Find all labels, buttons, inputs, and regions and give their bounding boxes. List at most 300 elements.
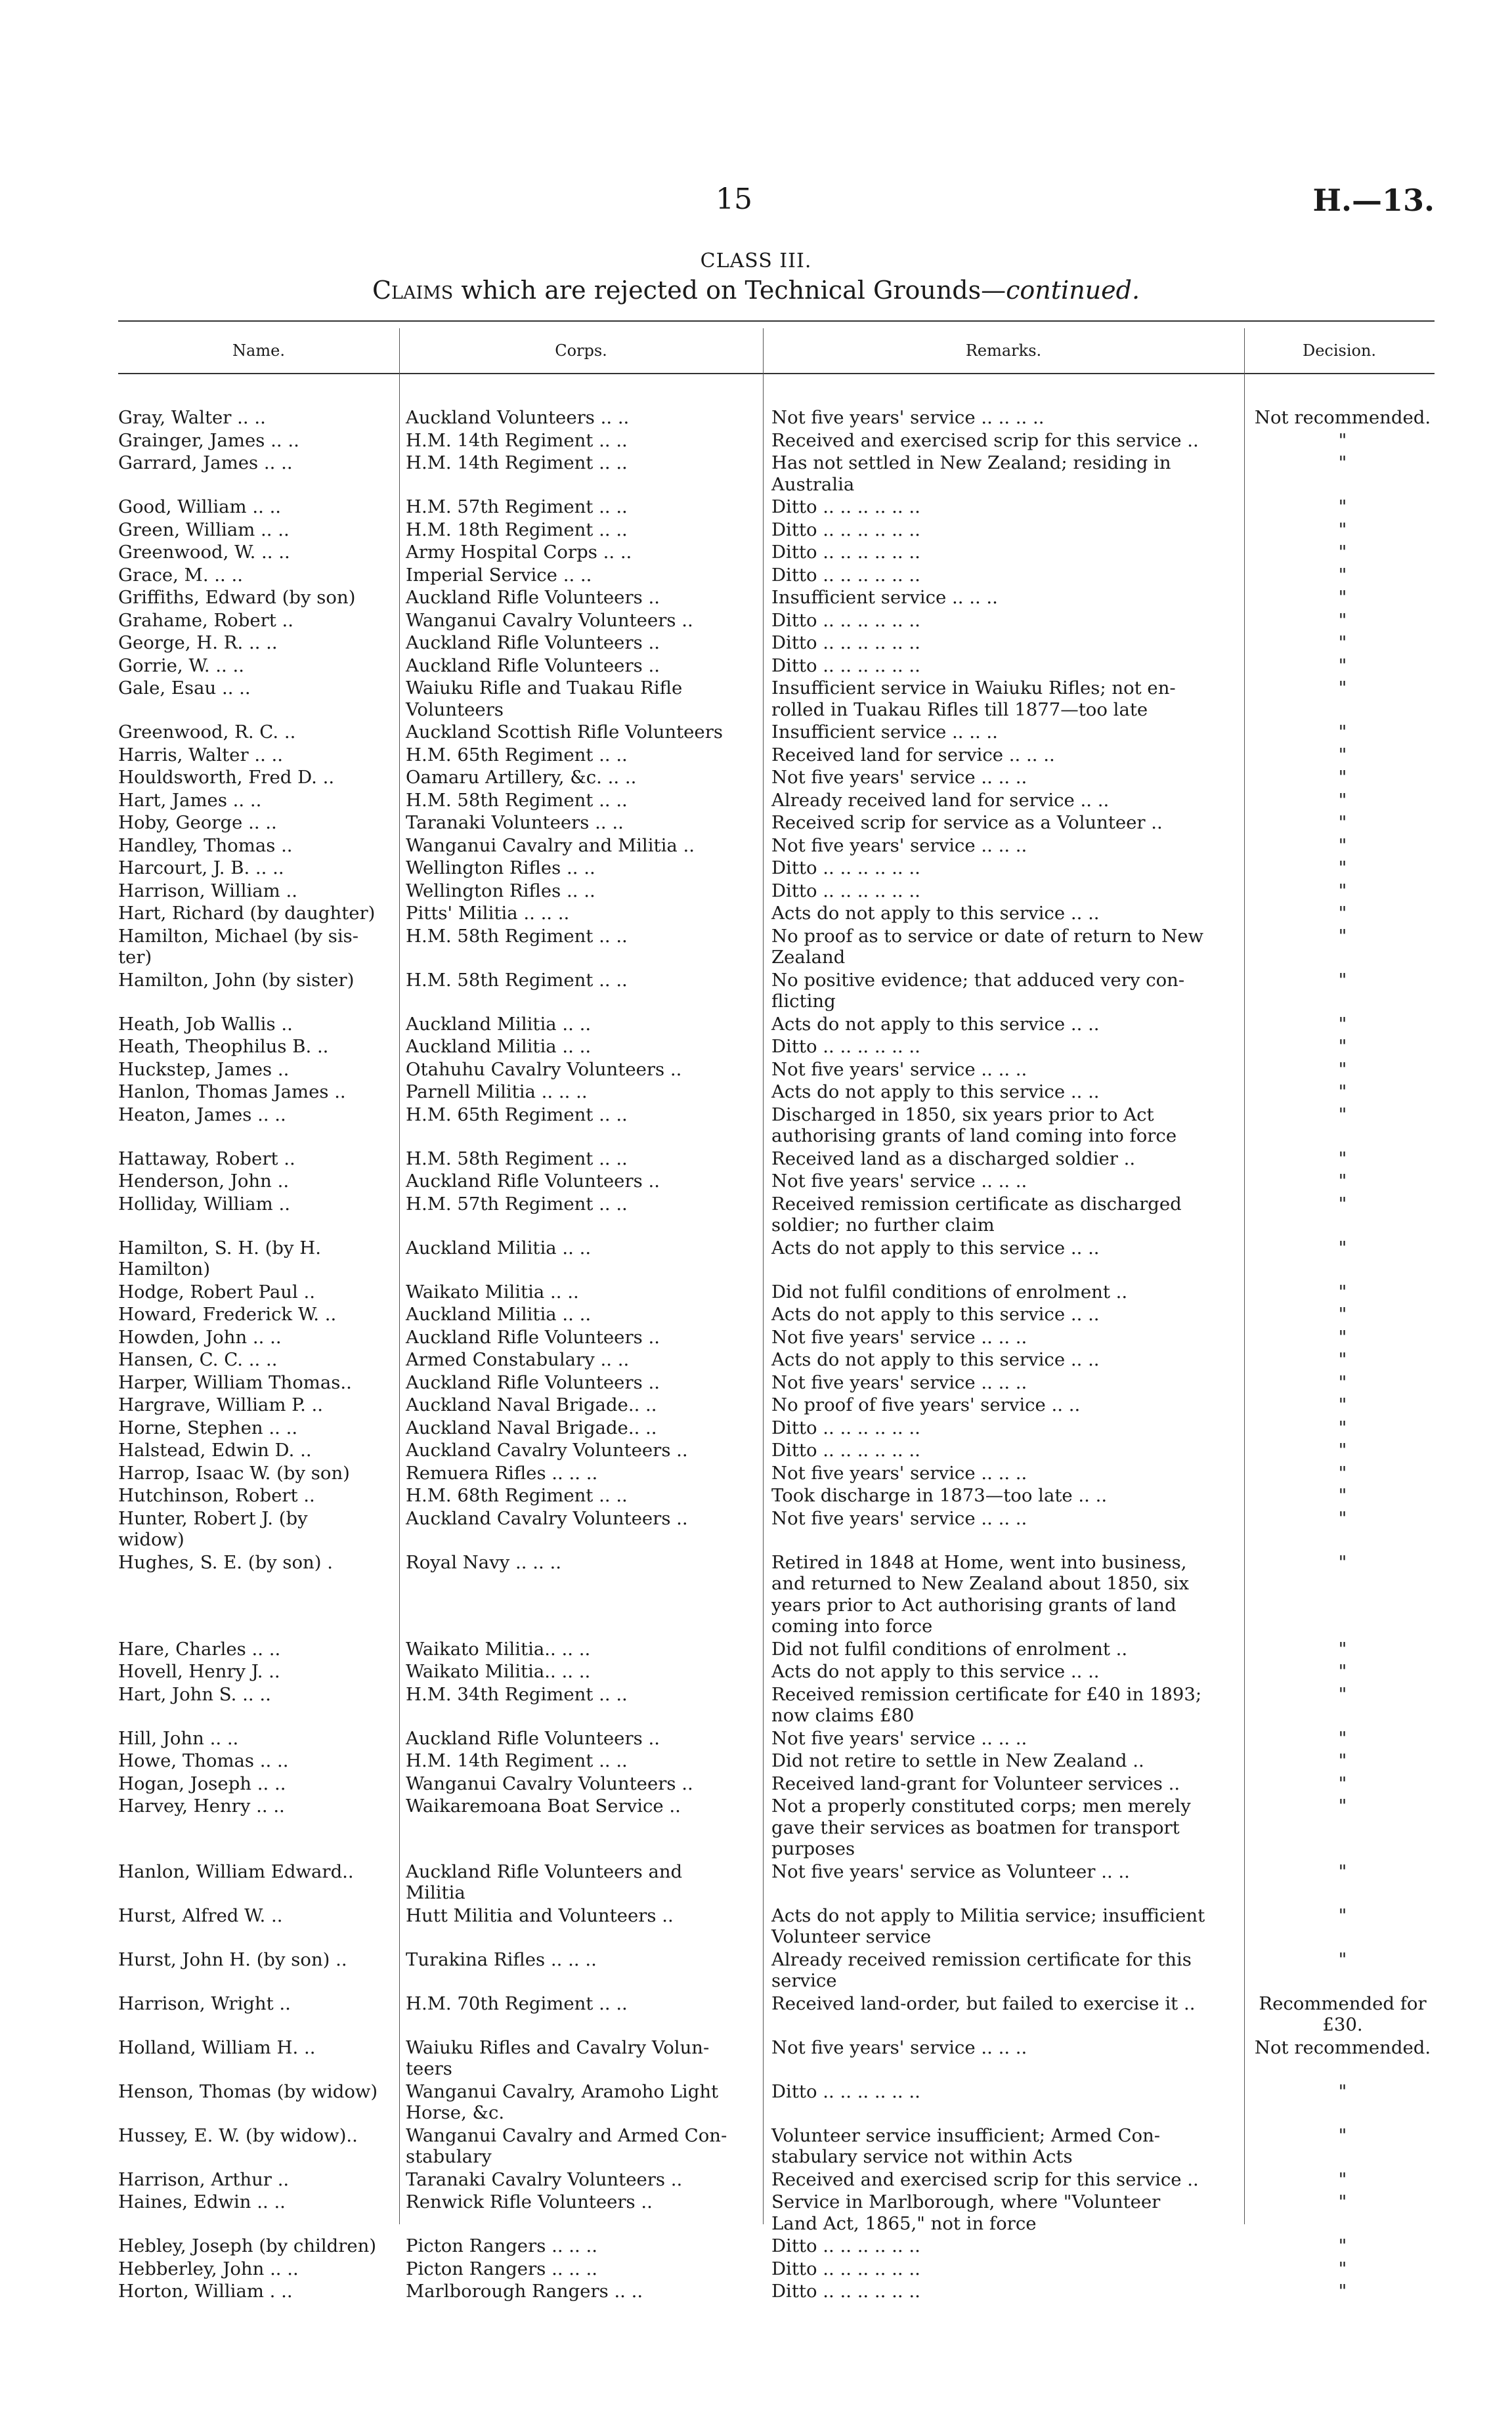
decision-cell: " xyxy=(1338,1036,1347,1057)
decision-cell: " xyxy=(1338,1237,1347,1259)
decision-cell: " xyxy=(1338,1905,1347,1926)
name-cell: Handley, Thomas .. xyxy=(118,834,293,856)
decision-cell: " xyxy=(1338,1281,1347,1303)
name-cell: Henson, Thomas (by widow) xyxy=(118,2080,378,2102)
name-cell: Houldsworth, Fred D. .. xyxy=(118,767,335,788)
corps-cell: Wanganui Cavalry Volunteers .. xyxy=(406,609,693,631)
class-heading: CLASS III. xyxy=(700,249,812,272)
name-cell: Holland, William H. .. xyxy=(118,2036,316,2058)
name-cell: Hebberley, John .. .. xyxy=(118,2258,299,2279)
remarks-cell: Did not fulfil conditions of enrolment .. xyxy=(771,1638,1128,1660)
remarks-cell: Received and exercised scrip for this service .. xyxy=(771,429,1199,451)
remarks-cell: Ditto .. .. .. .. .. .. xyxy=(771,655,920,676)
remarks-cell: Ditto .. .. .. .. .. .. xyxy=(771,609,920,631)
decision-cell: " xyxy=(1338,1661,1347,1682)
table-row xyxy=(0,790,1512,813)
corps-cell: Waikato Militia .. .. xyxy=(406,1281,579,1303)
name-cell: Hogan, Joseph .. .. xyxy=(118,1773,286,1794)
table-row xyxy=(0,1993,1512,2037)
name-cell: Hart, James .. .. xyxy=(118,789,262,811)
remarks-cell: Not a properly constituted corps; men merely gave their services as boatmen for transport purposes xyxy=(771,1796,1191,1859)
table-row xyxy=(0,2281,1512,2304)
remarks-cell: Retired in 1848 at Home, went into business, and returned to New Zealand about 1850, six years prior to Act authorising grants of land coming into force xyxy=(771,1551,1190,1637)
table-row xyxy=(0,1372,1512,1395)
decision-cell: " xyxy=(1338,1349,1347,1370)
decision-cell: Recommended for £30. xyxy=(1259,1993,1427,2035)
table-row xyxy=(0,767,1512,790)
table-row xyxy=(0,2037,1512,2081)
corps-cell: Imperial Service .. .. xyxy=(406,564,592,586)
table-row xyxy=(0,632,1512,655)
table-row xyxy=(0,857,1512,880)
table-row xyxy=(0,1796,1512,1861)
document-reference: H.—13. xyxy=(1312,183,1435,218)
name-cell: Hovell, Henry J. .. xyxy=(118,1661,280,1682)
remarks-cell: Ditto .. .. .. .. .. .. xyxy=(771,542,920,563)
name-cell: Hurst, Alfred W. .. xyxy=(118,1905,283,1926)
name-cell: Hodge, Robert Paul .. xyxy=(118,1281,315,1303)
column-header-decision: Decision. xyxy=(1302,341,1377,360)
name-cell: Halstead, Edwin D. .. xyxy=(118,1440,312,1461)
decision-cell: " xyxy=(1338,1750,1347,1771)
table-row xyxy=(0,565,1512,588)
table-row xyxy=(0,1349,1512,1372)
corps-cell: Marlborough Rangers .. .. xyxy=(406,2281,643,2302)
remarks-cell: Ditto .. .. .. .. .. .. xyxy=(771,1440,920,1461)
table-row xyxy=(0,430,1512,453)
corps-cell: H.M. 14th Regiment .. .. xyxy=(406,1750,628,1771)
remarks-cell: Acts do not apply to this service .. .. xyxy=(771,1237,1100,1259)
remarks-cell: Has not settled in New Zealand; residing in Australia xyxy=(771,452,1171,495)
table-row xyxy=(0,1417,1512,1440)
name-cell: Hargrave, William P. .. xyxy=(118,1394,324,1415)
table-header-rule xyxy=(118,373,1435,374)
name-cell: Hamilton, Michael (by sis- ter) xyxy=(118,925,359,968)
remarks-cell: Not five years' service as Volunteer .. .. xyxy=(771,1861,1130,1882)
corps-cell: Auckland Volunteers .. .. xyxy=(406,407,630,428)
remarks-cell: Not five years' service .. .. .. xyxy=(771,1326,1027,1348)
corps-cell: H.M. 58th Regiment .. .. xyxy=(406,789,628,811)
corps-cell: Auckland Rifle Volunteers .. xyxy=(406,632,660,653)
name-cell: Gorrie, W. .. .. xyxy=(118,655,245,676)
table-row xyxy=(0,1171,1512,1194)
remarks-cell: Ditto .. .. .. .. .. .. xyxy=(771,1036,920,1057)
name-cell: Horton, William . .. xyxy=(118,2281,293,2302)
corps-cell: H.M. 14th Regiment .. .. xyxy=(406,429,628,451)
table-row xyxy=(0,1059,1512,1082)
decision-cell: " xyxy=(1338,429,1347,451)
decision-cell: " xyxy=(1338,1462,1347,1484)
remarks-cell: No proof of five years' service .. .. xyxy=(771,1394,1081,1415)
decision-cell: " xyxy=(1338,789,1347,811)
name-cell: Heaton, James .. .. xyxy=(118,1104,286,1125)
remarks-cell: Received scrip for service as a Volunteer .. xyxy=(771,812,1163,833)
name-cell: Hanlon, Thomas James .. xyxy=(118,1081,346,1102)
corps-cell: Auckland Rifle Volunteers .. xyxy=(406,1727,660,1749)
corps-cell: Auckland Rifle Volunteers .. xyxy=(406,587,660,608)
table-row xyxy=(0,610,1512,633)
decision-cell: " xyxy=(1338,1304,1347,1325)
remarks-cell: Ditto .. .. .. .. .. .. xyxy=(771,564,920,586)
name-cell: Gale, Esau .. .. xyxy=(118,678,251,699)
remarks-cell: Acts do not apply to Militia service; insufficient Volunteer service xyxy=(771,1905,1205,1947)
corps-cell: H.M. 18th Regiment .. .. xyxy=(406,519,628,540)
table-row xyxy=(0,1304,1512,1327)
decision-cell: " xyxy=(1338,1796,1347,1817)
name-cell: George, H. R. .. .. xyxy=(118,632,278,653)
corps-cell: Wanganui Cavalry Volunteers .. xyxy=(406,1773,693,1794)
remarks-cell: Volunteer service insufficient; Armed Con- stabulary service not within Acts xyxy=(771,2124,1161,2167)
remarks-cell: Acts do not apply to this service .. .. xyxy=(771,1081,1100,1102)
corps-cell: Auckland Militia .. .. xyxy=(406,1237,592,1259)
table-row xyxy=(0,1104,1512,1148)
remarks-cell: Not five years' service .. .. .. xyxy=(771,1727,1027,1749)
decision-cell: " xyxy=(1338,2080,1347,2102)
table-row xyxy=(0,1440,1512,1463)
name-cell: Griffiths, Edward (by son) xyxy=(118,587,356,608)
name-cell: Harrop, Isaac W. (by son) xyxy=(118,1462,350,1484)
name-cell: Harrison, Wright .. xyxy=(118,1993,291,2014)
corps-cell: Auckland Rifle Volunteers .. xyxy=(406,1326,660,1348)
corps-cell: Hutt Militia and Volunteers .. xyxy=(406,1905,674,1926)
decision-cell: " xyxy=(1338,1013,1347,1035)
corps-cell: Waikato Militia.. .. .. xyxy=(406,1661,591,1682)
corps-cell: Wellington Rifles .. .. xyxy=(406,857,595,878)
remarks-cell: Did not fulfil conditions of enrolment .. xyxy=(771,1281,1128,1303)
corps-cell: Wanganui Cavalry and Armed Con- stabulary xyxy=(406,2124,727,2167)
remarks-cell: Ditto .. .. .. .. .. .. xyxy=(771,2281,920,2302)
decision-cell: " xyxy=(1338,925,1347,947)
corps-cell: Renwick Rifle Volunteers .. xyxy=(406,2191,653,2212)
remarks-cell: Discharged in 1850, six years prior to Act authorising grants of land coming into force xyxy=(771,1104,1177,1146)
remarks-cell: Not five years' service .. .. .. xyxy=(771,1171,1027,1192)
corps-cell: Wanganui Cavalry, Aramoho Light Horse, &c. xyxy=(406,2080,719,2123)
name-cell: Harrison, William .. xyxy=(118,880,297,901)
name-cell: Hattaway, Robert .. xyxy=(118,1148,295,1169)
name-cell: Howe, Thomas .. .. xyxy=(118,1750,289,1771)
decision-cell: " xyxy=(1338,722,1347,743)
corps-cell: H.M. 34th Regiment .. .. xyxy=(406,1683,628,1705)
table-row xyxy=(0,542,1512,565)
decision-cell: " xyxy=(1338,1193,1347,1215)
name-cell: Hansen, C. C. .. .. xyxy=(118,1349,278,1370)
name-cell: Greenwood, W. .. .. xyxy=(118,542,290,563)
decision-cell: " xyxy=(1338,1949,1347,1970)
decision-cell: " xyxy=(1338,1417,1347,1438)
corps-cell: Waiuku Rifles and Cavalry Volun- teers xyxy=(406,2036,710,2079)
remarks-cell: Acts do not apply to this service .. .. xyxy=(771,1304,1100,1325)
name-cell: Gray, Walter .. .. xyxy=(118,407,266,428)
decision-cell: " xyxy=(1338,1171,1347,1192)
corps-cell: Remuera Rifles .. .. .. xyxy=(406,1462,598,1484)
name-cell: Holliday, William .. xyxy=(118,1193,290,1215)
table-row xyxy=(0,1905,1512,1949)
corps-cell: H.M. 68th Regiment .. .. xyxy=(406,1485,628,1506)
table-row xyxy=(0,1036,1512,1059)
corps-cell: H.M. 57th Regiment .. .. xyxy=(406,496,628,517)
decision-cell: " xyxy=(1338,1394,1347,1415)
remarks-cell: Ditto .. .. .. .. .. .. xyxy=(771,519,920,540)
remarks-cell: Ditto .. .. .. .. .. .. xyxy=(771,857,920,878)
decision-cell: " xyxy=(1338,969,1347,991)
corps-cell: Wellington Rifles .. .. xyxy=(406,880,595,901)
corps-cell: H.M. 58th Regiment .. .. xyxy=(406,925,628,947)
remarks-cell: Ditto .. .. .. .. .. .. xyxy=(771,880,920,901)
decision-cell: " xyxy=(1338,1326,1347,1348)
decision-cell: " xyxy=(1338,1683,1347,1705)
table-row xyxy=(0,407,1512,430)
remarks-cell: Insufficient service .. .. .. xyxy=(771,587,998,608)
name-cell: Hughes, S. E. (by son) . xyxy=(118,1551,333,1573)
table-row xyxy=(0,2258,1512,2281)
remarks-cell: Received land for service .. .. .. xyxy=(771,744,1055,765)
corps-cell: Taranaki Volunteers .. .. xyxy=(406,812,624,833)
corps-cell: Waikaremoana Boat Service .. xyxy=(406,1796,681,1817)
remarks-cell: Not five years' service .. .. .. xyxy=(771,1462,1027,1484)
decision-cell: " xyxy=(1338,609,1347,631)
decision-cell: " xyxy=(1338,564,1347,586)
name-cell: Harrison, Arthur .. xyxy=(118,2168,290,2190)
name-cell: Henderson, John .. xyxy=(118,1171,290,1192)
remarks-cell: Acts do not apply to this service .. .. xyxy=(771,1013,1100,1035)
table-caption xyxy=(0,276,1512,305)
name-cell: Hart, Richard (by daughter) xyxy=(118,903,376,924)
remarks-cell: Received land-grant for Volunteer services .. xyxy=(771,1773,1180,1794)
corps-cell: Otahuhu Cavalry Volunteers .. xyxy=(406,1058,682,1080)
corps-cell: Auckland Rifle Volunteers .. xyxy=(406,1171,660,1192)
caption-rest: which are rejected on Technical Grounds— xyxy=(453,276,1006,305)
decision-cell: " xyxy=(1338,1507,1347,1529)
table-row xyxy=(0,835,1512,858)
caption-continued: continued. xyxy=(1006,276,1140,305)
decision-cell: " xyxy=(1338,903,1347,924)
corps-cell: Auckland Naval Brigade.. .. xyxy=(406,1394,657,1415)
remarks-cell: Received remission certificate as discharged soldier; no further claim xyxy=(771,1193,1182,1236)
table-row xyxy=(0,1485,1512,1508)
name-cell: Harris, Walter .. .. xyxy=(118,744,284,765)
table-row xyxy=(0,970,1512,1014)
corps-cell: H.M. 65th Regiment .. .. xyxy=(406,744,628,765)
remarks-cell: Ditto .. .. .. .. .. .. xyxy=(771,2235,920,2256)
page-number: 15 xyxy=(716,183,752,216)
corps-cell: H.M. 58th Regiment .. .. xyxy=(406,969,628,991)
name-cell: Haines, Edwin .. .. xyxy=(118,2191,286,2212)
name-cell: Heath, Job Wallis .. xyxy=(118,1013,293,1035)
decision-cell: " xyxy=(1338,1638,1347,1660)
table-row xyxy=(0,2191,1512,2235)
decision-cell: " xyxy=(1338,834,1347,856)
name-cell: Harper, William Thomas.. xyxy=(118,1371,352,1393)
name-cell: Horne, Stephen .. .. xyxy=(118,1417,298,1438)
remarks-cell: Took discharge in 1873—too late .. .. xyxy=(771,1485,1108,1506)
remarks-cell: Not five years' service .. .. .. xyxy=(771,834,1027,856)
remarks-cell: Ditto .. .. .. .. .. .. xyxy=(771,496,920,517)
claims-table-body xyxy=(0,407,1512,2304)
table-row xyxy=(0,1463,1512,1486)
name-cell: Hill, John .. .. xyxy=(118,1727,239,1749)
table-row xyxy=(0,1639,1512,1662)
decision-cell: " xyxy=(1338,1058,1347,1080)
table-row xyxy=(0,1861,1512,1905)
table-row xyxy=(0,1661,1512,1684)
corps-cell: Royal Navy .. .. .. xyxy=(406,1551,561,1573)
corps-cell: Oamaru Artillery, &c. .. .. xyxy=(406,767,637,788)
corps-cell: H.M. 14th Regiment .. .. xyxy=(406,452,628,473)
decision-cell: " xyxy=(1338,767,1347,788)
decision-cell: " xyxy=(1338,1104,1347,1125)
name-cell: Huckstep, James .. xyxy=(118,1058,290,1080)
remarks-cell: Received and exercised scrip for this service .. xyxy=(771,2168,1199,2190)
remarks-cell: Already received remission certificate for this service xyxy=(771,1949,1192,1991)
corps-cell: Armed Constabulary .. .. xyxy=(406,1349,630,1370)
name-cell: Grace, M. .. .. xyxy=(118,564,244,586)
name-cell: Howard, Frederick W. .. xyxy=(118,1304,337,1325)
corps-cell: Picton Rangers .. .. .. xyxy=(406,2235,598,2256)
table-row xyxy=(0,1081,1512,1104)
remarks-cell: Received remission certificate for £40 in 1893; now claims £80 xyxy=(771,1683,1202,1726)
decision-cell: " xyxy=(1338,452,1347,473)
corps-cell: H.M. 65th Regiment .. .. xyxy=(406,1104,628,1125)
name-cell: Hanlon, William Edward.. xyxy=(118,1861,354,1882)
name-cell: Hoby, George .. .. xyxy=(118,812,277,833)
table-top-rule xyxy=(118,320,1435,322)
decision-cell: " xyxy=(1338,1861,1347,1882)
name-cell: Grahame, Robert .. xyxy=(118,609,294,631)
table-row xyxy=(0,1684,1512,1728)
table-row xyxy=(0,744,1512,767)
corps-cell: Picton Rangers .. .. .. xyxy=(406,2258,598,2279)
decision-cell: " xyxy=(1338,1551,1347,1573)
name-cell: Hare, Charles .. .. xyxy=(118,1638,281,1660)
corps-cell: Turakina Rifles .. .. .. xyxy=(406,1949,597,1970)
remarks-cell: Did not retire to settle in New Zealand .. xyxy=(771,1750,1144,1771)
corps-cell: Wanganui Cavalry and Militia .. xyxy=(406,834,695,856)
table-row xyxy=(0,1949,1512,1993)
decision-cell: " xyxy=(1338,542,1347,563)
name-cell: Grainger, James .. .. xyxy=(118,429,299,451)
decision-cell: Not recommended. xyxy=(1254,407,1431,428)
corps-cell: Auckland Rifle Volunteers .. xyxy=(406,1371,660,1393)
corps-cell: Auckland Naval Brigade.. .. xyxy=(406,1417,657,1438)
decision-cell: " xyxy=(1338,1081,1347,1102)
remarks-cell: Ditto .. .. .. .. .. .. xyxy=(771,2080,920,2102)
corps-cell: Army Hospital Corps .. .. xyxy=(406,542,632,563)
corps-cell: Waiuku Rifle and Tuakau Rifle Volunteers xyxy=(406,678,683,720)
table-row xyxy=(0,812,1512,835)
table-row xyxy=(0,496,1512,519)
name-cell: Good, William .. .. xyxy=(118,496,282,517)
caption-lead: Claims xyxy=(372,276,454,305)
table-row xyxy=(0,1014,1512,1037)
name-cell: Garrard, James .. .. xyxy=(118,452,293,473)
name-cell: Hart, John S. .. .. xyxy=(118,1683,271,1705)
decision-cell: " xyxy=(1338,1440,1347,1461)
name-cell: Harcourt, J. B. .. .. xyxy=(118,857,284,878)
table-row xyxy=(0,2169,1512,2192)
corps-cell: Waikato Militia.. .. .. xyxy=(406,1638,591,1660)
name-cell: Howden, John .. .. xyxy=(118,1326,282,1348)
decision-cell: " xyxy=(1338,2191,1347,2212)
decision-cell: " xyxy=(1338,2124,1347,2146)
table-row xyxy=(0,678,1512,722)
table-row xyxy=(0,452,1512,496)
table-row xyxy=(0,655,1512,678)
corps-cell: Pitts' Militia .. .. .. xyxy=(406,903,570,924)
corps-cell: Auckland Scottish Rifle Volunteers xyxy=(406,722,723,743)
name-cell: Hunter, Robert J. (by widow) xyxy=(118,1507,308,1550)
remarks-cell: Insufficient service in Waiuku Rifles; not en- rolled in Tuakau Rifles till 1877—too late xyxy=(771,678,1176,720)
decision-cell: " xyxy=(1338,1371,1347,1393)
remarks-cell: Received land-order, but failed to exercise it .. xyxy=(771,1993,1196,2014)
remarks-cell: Ditto .. .. .. .. .. .. xyxy=(771,1417,920,1438)
decision-cell: " xyxy=(1338,1485,1347,1506)
name-cell: Hurst, John H. (by son) .. xyxy=(118,1949,347,1970)
corps-cell: Auckland Rifle Volunteers and Militia xyxy=(406,1861,683,1903)
table-row xyxy=(0,2081,1512,2125)
corps-cell: Taranaki Cavalry Volunteers .. xyxy=(406,2168,683,2190)
corps-cell: Parnell Militia .. .. .. xyxy=(406,1081,588,1102)
decision-cell: " xyxy=(1338,2258,1347,2279)
table-row xyxy=(0,1728,1512,1751)
table-row xyxy=(0,1282,1512,1304)
decision-cell: Not recommended. xyxy=(1254,2036,1431,2058)
table-row xyxy=(0,519,1512,542)
decision-cell: " xyxy=(1338,678,1347,699)
corps-cell: Auckland Militia .. .. xyxy=(406,1013,592,1035)
column-header-name: Name. xyxy=(232,341,285,360)
decision-cell: " xyxy=(1338,2235,1347,2256)
table-row xyxy=(0,1750,1512,1773)
remarks-cell: Not five years' service .. .. .. xyxy=(771,2036,1027,2058)
table-row xyxy=(0,1238,1512,1282)
decision-cell: " xyxy=(1338,1727,1347,1749)
decision-cell: " xyxy=(1338,2281,1347,2302)
table-row xyxy=(0,1552,1512,1639)
decision-cell: " xyxy=(1338,1773,1347,1794)
corps-cell: H.M. 70th Regiment .. .. xyxy=(406,1993,628,2014)
corps-cell: Auckland Cavalry Volunteers .. xyxy=(406,1507,688,1529)
table-row xyxy=(0,1773,1512,1796)
name-cell: Greenwood, R. C. .. xyxy=(118,722,296,743)
corps-cell: Auckland Cavalry Volunteers .. xyxy=(406,1440,688,1461)
remarks-cell: Not five years' service .. .. .. xyxy=(771,1507,1027,1529)
remarks-cell: Not five years' service .. .. .. xyxy=(771,767,1027,788)
remarks-cell: No proof as to service or date of return to New Zealand xyxy=(771,925,1204,968)
remarks-cell: Not five years' service .. .. .. .. xyxy=(771,407,1045,428)
decision-cell: " xyxy=(1338,1148,1347,1169)
table-row xyxy=(0,1508,1512,1552)
corps-cell: H.M. 58th Regiment .. .. xyxy=(406,1148,628,1169)
table-row xyxy=(0,2125,1512,2169)
decision-cell: " xyxy=(1338,632,1347,653)
decision-cell: " xyxy=(1338,812,1347,833)
name-cell: Harvey, Henry .. .. xyxy=(118,1796,285,1817)
table-row xyxy=(0,722,1512,744)
remarks-cell: Not five years' service .. .. .. xyxy=(771,1371,1027,1393)
table-row xyxy=(0,926,1512,970)
remarks-cell: Insufficient service .. .. .. xyxy=(771,722,998,743)
name-cell: Hussey, E. W. (by widow).. xyxy=(118,2124,358,2146)
remarks-cell: Ditto .. .. .. .. .. .. xyxy=(771,2258,920,2279)
corps-cell: H.M. 57th Regiment .. .. xyxy=(406,1193,628,1215)
name-cell: Heath, Theophilus B. .. xyxy=(118,1036,329,1057)
name-cell: Hutchinson, Robert .. xyxy=(118,1485,315,1506)
remarks-cell: No positive evidence; that adduced very con- flicting xyxy=(771,969,1185,1012)
table-row xyxy=(0,1148,1512,1171)
decision-cell: " xyxy=(1338,744,1347,765)
remarks-cell: Received land as a discharged soldier .. xyxy=(771,1148,1136,1169)
remarks-cell: Acts do not apply to this service .. .. xyxy=(771,1349,1100,1370)
